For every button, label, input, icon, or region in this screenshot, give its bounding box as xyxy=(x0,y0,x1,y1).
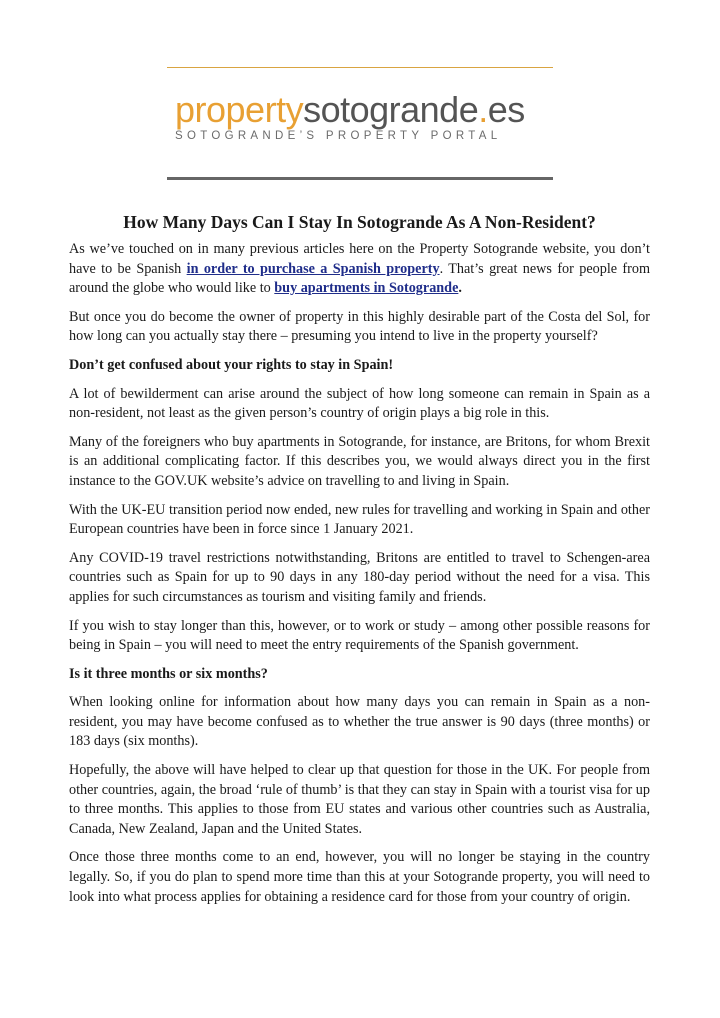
paragraph-intro-text-1: As we’ve touched on in many previous articles here on the Property Sotogrande website, you don’t have to be Spanish xyxy=(69,241,650,277)
article-title: How Many Days Can I Stay In Sotogrande As A Non-Resident? xyxy=(123,212,596,232)
paragraph-7: If you wish to stay longer than this, however, or to work or study – among other possible reasons for being in Spain – you will need to meet the entry requirements of the Spanish government. xyxy=(69,617,650,654)
logo-wordmark xyxy=(175,89,545,130)
link-purchase-spanish-property[interactable]: in order to purchase a Spanish property xyxy=(186,260,440,277)
paragraph-10: Once those three months come to an end, however, you will no longer be staying in the country legally. So, if you do plan to spend more time than this at your Sotogrande property, you will need to look into what process applies for obtaining a residence card for those from your country of origin. xyxy=(69,849,650,905)
subheading-three-or-six-months: Is it three months or six months? xyxy=(69,665,268,682)
paragraph-9: Hopefully, the above will have helped to clear up that question for those in the UK. For people from other countries, again, the broad ‘rule of thumb’ is that they can stay in Spain with a tourist visa for up to three months. This applies to those from EU states and various other countries such as Australia, Canada, New Zealand, Japan and the United States. xyxy=(69,762,650,837)
paragraph-intro xyxy=(69,240,650,299)
header-bottom-rule xyxy=(167,177,553,180)
logo-dot: . xyxy=(478,89,488,130)
paragraph-2: But once you do become the owner of property in this highly desirable part of the Costa del Sol, for how long can you actually stay there – presuming you intend to live in the property yourself? xyxy=(69,308,650,345)
link-buy-apartments-sotogrande[interactable]: buy apartments in Sotogrande xyxy=(274,280,459,297)
paragraph-8: When looking online for information about how many days you can remain in Spain as a non-resident, you may have become confused as to whether the true answer is 90 days (three months) or 183 days (six months). xyxy=(69,694,650,750)
logo-part-es: es xyxy=(487,89,525,130)
subheading-rights: Don’t get confused about your rights to stay in Spain! xyxy=(69,356,394,373)
paragraph-intro-text-2: . That’s great news for people from around the globe who would like to xyxy=(69,260,651,297)
site-logo xyxy=(175,89,545,152)
paragraph-5: With the UK-EU transition period now ended, new rules for travelling and working in Spain and other European countries have been in force since 1 January 2021. xyxy=(69,501,650,538)
paragraph-4: Many of the foreigners who buy apartments in Sotogrande, for instance, are Britons, for whom Brexit is an additional complicating factor. If this describes you, we would always direct you in the first instance to the GOV.UK website’s advice on travelling to and living in Spain. xyxy=(69,433,650,489)
logo-tagline: SOTOGRANDE’S PROPERTY PORTAL xyxy=(175,130,502,142)
logo-part-sotogrande: sotogrande xyxy=(303,89,479,130)
paragraph-intro-text-3: . xyxy=(458,280,462,297)
paragraph-3: A lot of bewilderment can arise around the subject of how long someone can remain in Spain as a non-resident, not least as the given person’s country of origin plays a big role in this. xyxy=(69,385,650,422)
logo-part-property: property xyxy=(175,89,304,130)
header-top-rule xyxy=(167,67,553,68)
article-body xyxy=(69,211,650,916)
paragraph-6: Any COVID-19 travel restrictions notwithstanding, Britons are entitled to travel to Schengen-area countries such as Spain for up to 90 days in any 180-day period without the need for a visa. This applies for such circumstances as tourism and visiting family and friends. xyxy=(69,549,650,605)
